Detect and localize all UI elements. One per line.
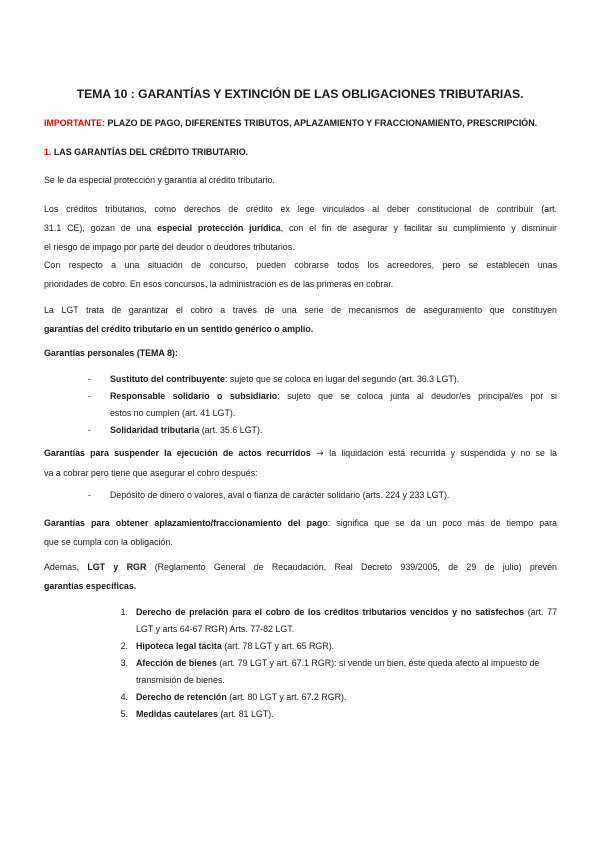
suspension-heading: Garantías para suspender la ejecución de actos recurridos [44,448,311,458]
item-term: Solidaridad tributaria [110,425,200,435]
specific-heading: garantías específicas. [44,581,137,591]
section-number: 1. [44,147,52,157]
item-term: Responsable solidario o subsidiario [110,391,278,401]
paragraph-credits [44,200,557,257]
item-text: estos no cumplen (art. 41 LGT). [110,408,236,418]
item-text: transmisión de bienes. [136,675,225,685]
list-item [88,388,558,422]
text-span: (Reglamento General de Recaudación, Real Decreto 939/2005, de 29 de julio) prevén [146,562,557,572]
suspension-text: la liquidación está recurrida y suspendida y no se la [329,448,557,458]
item-text: (art. 78 LGT y art. 65 RGR). [221,641,335,651]
text-span: , con el fin de asegurar y facilitar su cumplimiento y disminuir [280,223,557,233]
list-item [88,422,557,439]
paragraph-line: Los créditos tributarios, como derechos de crédito ex lege vinculados al deber constitucional de contribuir (art. [44,204,557,214]
deferral-text: que se cumpla con la obligación. [44,537,173,547]
paragraph-lgt [44,301,557,339]
item-number: 2. [120,641,128,651]
item-number: 3. [120,658,128,668]
bold-span: especial protección jurídica [157,223,281,233]
text-span: Además, [44,562,88,572]
text-span: 31.1 CE), gozan de una [44,223,158,233]
item-text: Depósito de dinero o valores, aval o fianza de carácter solidario (arts. 224 y 233 LGT). [110,490,450,500]
important-note [44,114,557,133]
list-item [120,638,557,655]
suspension-guarantees [44,444,557,483]
paragraph-concurso [44,256,557,294]
deferral-text: : significa que se da un poco más de tiempo para [327,518,557,528]
important-label: IMPORTANTE: [44,118,105,128]
dash-marker: - [88,425,91,435]
page-title: TEMA 10 : GARANTÍAS Y EXTINCIÓN DE LAS OBLIGACIONES TRIBUTARIAS. [76,87,524,101]
dash-marker: - [88,391,91,401]
item-number: 1. [120,607,128,617]
paragraph-intro: Se le da especial protección y garantía al crédito tributario. [44,175,275,185]
paragraph-line: el riesgo de impago por parte del deudor o deudores tributarios. [44,242,295,252]
deferral-guarantees [44,514,557,552]
item-text: : sujeto que se coloca en lugar del segundo (art. 36.3 LGT). [224,374,460,384]
paragraph-line: Con respecto a una situación de concurso, pueden cobrarse todos los acreedores, pero se establecen unas [44,260,557,270]
deferral-heading: Garantías para obtener aplazamiento/fraccionamiento del pago [44,518,328,528]
suspension-text: va a cobrar pero tiene que asegurar el cobro después: [44,468,258,478]
list-item [88,371,557,388]
paragraph-line: La LGT trata de garantizar el cobro a través de una serie de mecanismos de aseguramiento que constituyen [44,305,557,315]
item-text: (art. 81 LGT). [217,709,274,719]
specific-guarantees [44,558,557,596]
item-term: Hipoteca legal tácita [136,641,222,651]
item-term: Derecho de prelación para el cobro de los créditos tributarios vencidos y no satisfechos [136,607,525,617]
dash-marker: - [88,374,91,384]
arrow-icon: → [310,449,330,459]
item-term: Afección de bienes [136,658,217,668]
suspension-list [88,487,557,504]
item-number: 5. [120,709,128,719]
paragraph-line: prioridades de cobro. En esos concursos, la administración es de las primeras en cobrar. [44,279,394,289]
list-item [120,604,557,638]
section-heading [44,143,557,162]
item-text: (art. 35.6 LGT). [199,425,263,435]
item-text: (art. 77 [524,607,557,617]
list-item [120,689,557,706]
section-title: LAS GARANTÍAS DEL CRÉDITO TRIBUTARIO. [53,147,249,157]
paragraph-line: garantías del crédito tributario en un sentido genérico o amplio. [44,324,314,334]
personal-guarantees-heading: Garantías personales (TEMA 8): [44,348,178,358]
item-term: Sustituto del contribuyente [110,374,225,384]
important-text: PLAZO DE PAGO, DIFERENTES TRIBUTOS, APLAZAMIENTO Y FRACCIONAMIENTO, PRESCRIPCIÓN. [107,118,538,128]
personal-guarantees-list [88,371,558,439]
paragraph-line [44,219,557,238]
list-item [120,655,557,689]
bold-span: LGT y RGR [87,562,147,572]
item-text: LGT y arts 64-67 RGR) Arts. 77-82 LGT. [136,624,295,634]
list-item [88,487,557,504]
list-item [120,706,557,723]
item-number: 4. [120,692,128,702]
specific-guarantees-list [120,604,557,723]
item-term: Medidas cautelares [136,709,218,719]
item-term: Derecho de retención [136,692,227,702]
item-text: (art. 79 LGT y art. 67.1 RGR): si vende un bien, éste queda afecto al impuesto de [216,658,540,668]
item-text: (art. 80 LGT y art. 67.2 RGR). [226,692,347,702]
item-text: : sujeto que se coloca junta al deudor/es principal/es por si [277,391,558,401]
dash-marker: - [88,490,91,500]
